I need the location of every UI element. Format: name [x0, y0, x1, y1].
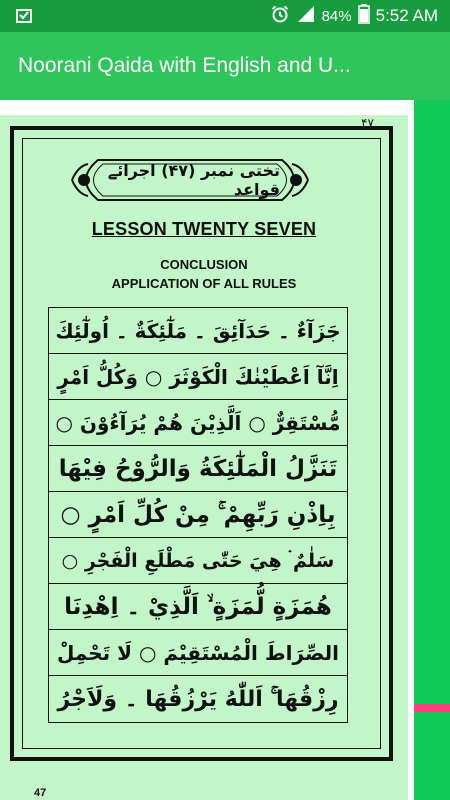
arabic-row-text: مُّسْتَقِرٌّ ○ اَلَّذِيْنَ هُمْ يُرَآءُوْنَ ○: [55, 410, 341, 435]
arabic-text-table: [48, 307, 348, 723]
status-indicators: [270, 0, 438, 32]
arabic-row-text: الصِّرَاطَ الْمُسْتَقِيْمَ ○ لَا تَحْمِلْ: [56, 640, 340, 665]
arabic-row: [49, 630, 347, 676]
lesson-subtitle-conclusion: CONCLUSION: [160, 257, 248, 272]
scroll-thumb[interactable]: [414, 704, 450, 712]
arabic-row-text: جَزَآءٌ ۔ حَدَآئِقَ ۔ مَلٰٓئِكَةٌ ۔ اُولٰٓئِكَ: [55, 318, 341, 343]
battery-percent: 84%: [321, 7, 352, 25]
arabic-row-text: تَنَزَّلُ الْمَلٰٓئِكَةُ وَالرُّوْحُ فِيْهَا: [58, 455, 338, 482]
header-urdu-title: تختی نمبر (۴۷) اجرائے قواعد: [107, 161, 280, 199]
battery-icon: [358, 4, 370, 28]
qaida-page[interactable]: [0, 115, 408, 800]
page-number: 47: [34, 787, 47, 799]
arabic-row-text: اِنَّآ اَعْطَيْنٰكَ الْكَوْثَرَ ○ وَكُلُّ اَمْرٍ: [57, 364, 339, 389]
notification-icon: [14, 8, 34, 24]
header-banner: [70, 156, 310, 204]
arabic-row: [49, 308, 347, 354]
arabic-row: [49, 538, 347, 584]
arabic-row-text: هُمَزَةٍ لُّمَزَةٍ ۙ اَلَّذِيْ ۔ اِهْدِنَا: [64, 593, 332, 620]
page-corner-number: ۴۷: [361, 116, 374, 130]
app-title: Noorani Qaida with English and U...: [18, 54, 351, 77]
status-bar: [0, 0, 450, 32]
scrollbar[interactable]: [414, 100, 450, 800]
app-bar: [0, 32, 450, 100]
arabic-row: [49, 400, 347, 446]
arabic-row: [49, 354, 347, 400]
arabic-row: [49, 584, 347, 630]
content-area[interactable]: [0, 100, 450, 800]
arabic-row-text: رِزْقُهَا ۚ اَللّٰهُ يَرْزُقُهَا ۔ وَلَاَجْرُ: [57, 686, 339, 712]
lesson-subtitle-rules: APPLICATION OF ALL RULES: [111, 276, 297, 291]
lesson-title: LESSON TWENTY SEVEN: [91, 219, 317, 239]
arabic-row: [49, 676, 347, 722]
alarm-icon: [270, 4, 290, 28]
clock: 5:52 AM: [375, 6, 438, 25]
arabic-row: [49, 446, 347, 492]
signal-icon: [296, 5, 316, 27]
arabic-row-text: سَلٰمٌ ۛ هِيَ حَتّٰى مَطْلَعِ الْفَجْرِ ○: [61, 549, 335, 572]
arabic-row-text: بِاِذْنِ رَبِّهِمْ ۚ مِنْ كُلِّ اَمْرٍ ○: [60, 501, 336, 528]
arabic-row: [49, 492, 347, 538]
